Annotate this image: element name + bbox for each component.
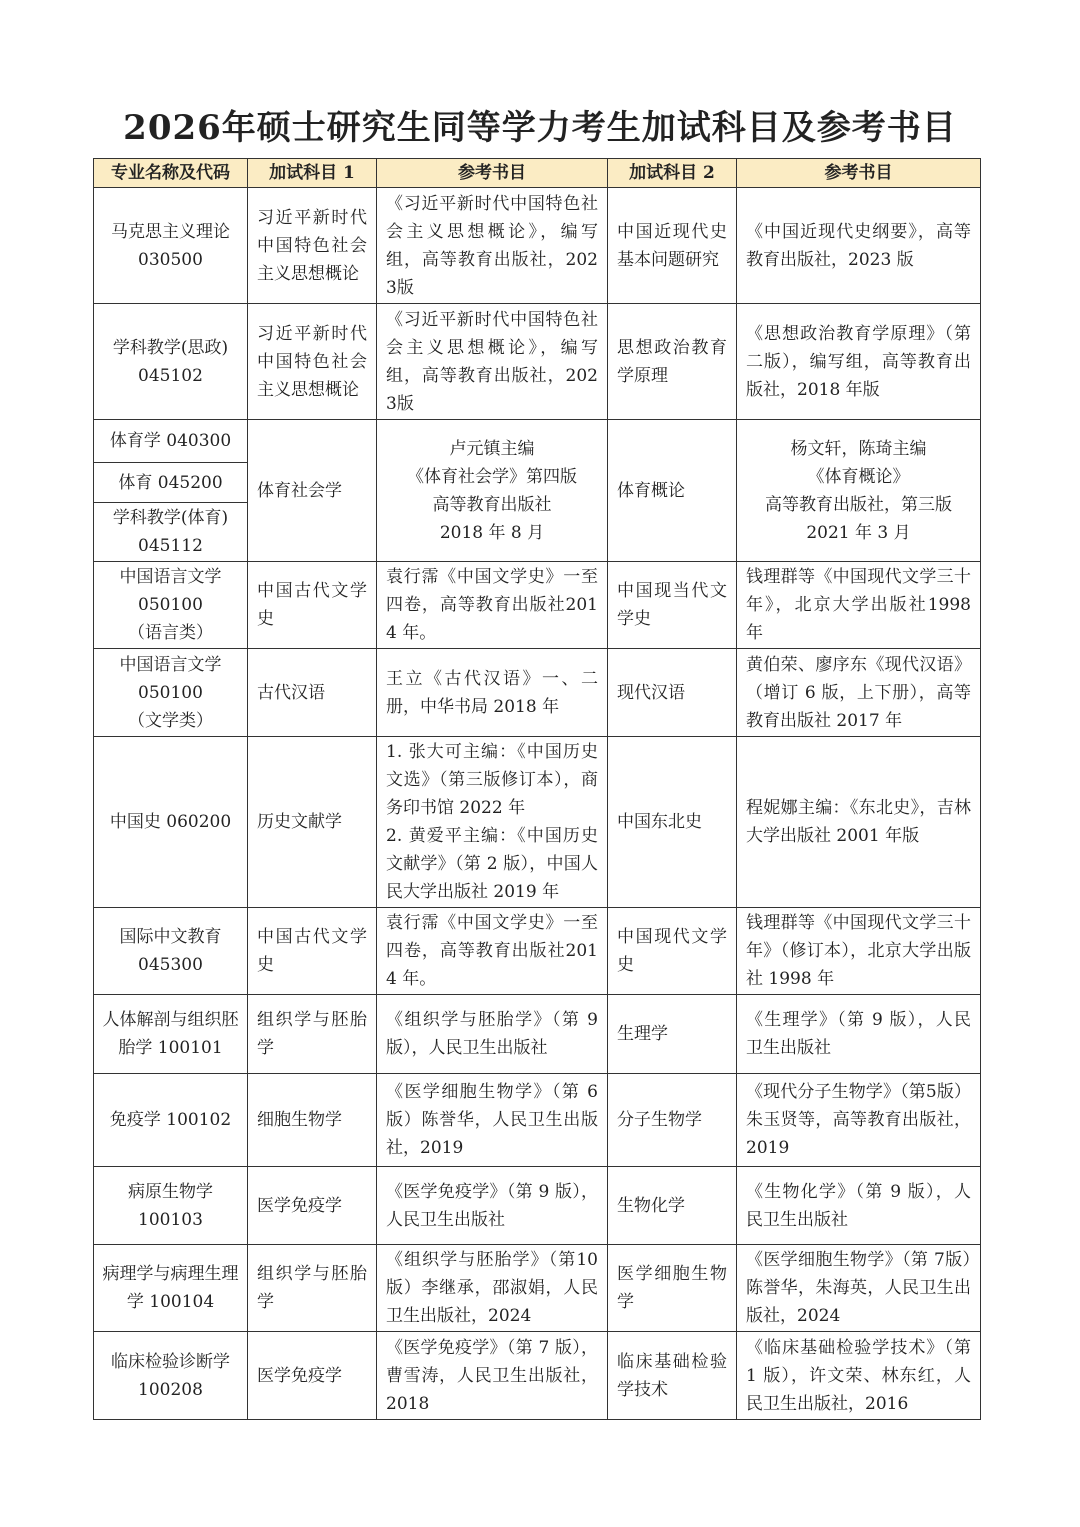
subject-2-cell: 思想政治教育学原理 — [608, 304, 737, 420]
table-row — [94, 1245, 981, 1332]
subject-1-cell: 历史文献学 — [248, 737, 377, 908]
header-subject-1: 加试科目 1 — [248, 159, 377, 188]
subject-1-cell: 中国古代文学史 — [248, 908, 377, 995]
books-1-cell: 卢元镇主编 《体育社会学》第四版 高等教育出版社 2018 年 8 月 — [377, 420, 608, 562]
subject-2-cell: 生物化学 — [608, 1167, 737, 1245]
books-1-cell: 1. 张大可主编：《中国历史文选》（第三版修订本），商务印书馆 2022 年 2. 黄爱平主编：《中国历史文献学》（第 2 版），中国人民大学出版社 2019 年 — [377, 737, 608, 908]
header-books-2: 参考书目 — [737, 159, 981, 188]
books-1-cell: 《医学免疫学》（第 7 版），曹雪涛，人民卫生出版社，2018 — [377, 1332, 608, 1420]
books-1-cell: 袁行霈《中国文学史》一至四卷，高等教育出版社2014 年。 — [377, 908, 608, 995]
books-2-cell: 《生理学》（第 9 版），人民卫生出版社 — [737, 995, 981, 1074]
table-row — [94, 1074, 981, 1167]
subject-1-cell: 细胞生物学 — [248, 1074, 377, 1167]
table-row — [94, 188, 981, 304]
major-cell: 体育 045200 — [94, 463, 248, 503]
subject-1-cell: 医学免疫学 — [248, 1332, 377, 1420]
exam-subjects-table — [93, 158, 981, 1420]
books-1-cell: 袁行霈《中国文学史》一至四卷，高等教育出版社2014 年。 — [377, 562, 608, 649]
books-2-cell: 钱理群等《中国现代文学三十年》，北京大学出版社1998 年 — [737, 562, 981, 649]
subject-2-cell: 生理学 — [608, 995, 737, 1074]
subject-1-cell: 体育社会学 — [248, 420, 377, 562]
header-books-1: 参考书目 — [377, 159, 608, 188]
major-cell: 国际中文教育 045300 — [94, 908, 248, 995]
table-row — [94, 1167, 981, 1245]
books-1-cell: 王立《古代汉语》一、二册，中华书局 2018 年 — [377, 649, 608, 737]
subject-1-cell: 古代汉语 — [248, 649, 377, 737]
subject-1-cell: 习近平新时代中国特色社会主义思想概论 — [248, 188, 377, 304]
subject-2-cell: 体育概论 — [608, 420, 737, 562]
books-2-cell: 《医学细胞生物学》（第 7版）陈誉华，朱海英，人民卫生出版社，2024 — [737, 1245, 981, 1332]
major-cell: 学科教学(思政) 045102 — [94, 304, 248, 420]
subject-2-cell: 现代汉语 — [608, 649, 737, 737]
major-cell: 病理学与病理生理学 100104 — [94, 1245, 248, 1332]
major-cell: 学科教学(体育) 045112 — [94, 503, 248, 562]
major-cell: 中国语言文学 050100 （语言类） — [94, 562, 248, 649]
books-2-cell: 《思想政治教育学原理》（第二版），编写组，高等教育出版社，2018 年版 — [737, 304, 981, 420]
books-2-cell: 程妮娜主编：《东北史》，吉林大学出版社 2001 年版 — [737, 737, 981, 908]
major-cell: 中国史 060200 — [94, 737, 248, 908]
books-2-cell: 杨文轩，陈琦主编 《体育概论》 高等教育出版社，第三版 2021 年 3 月 — [737, 420, 981, 562]
books-1-cell: 《医学免疫学》（第 9 版），人民卫生出版社 — [377, 1167, 608, 1245]
books-2-cell: 《生物化学》（第 9 版），人民卫生出版社 — [737, 1167, 981, 1245]
table-header-row — [94, 159, 981, 188]
header-subject-2: 加试科目 2 — [608, 159, 737, 188]
books-1-cell: 《习近平新时代中国特色社会主义思想概论》，编写组，高等教育出版社，2023版 — [377, 188, 608, 304]
table-row — [94, 562, 981, 649]
subject-2-cell: 医学细胞生物学 — [608, 1245, 737, 1332]
table-row — [94, 304, 981, 420]
subject-1-cell: 组织学与胚胎学 — [248, 1245, 377, 1332]
page-title: 2026年硕士研究生同等学力考生加试科目及参考书目 — [123, 108, 957, 148]
subject-2-cell: 中国近现代史基本问题研究 — [608, 188, 737, 304]
table-row — [94, 1332, 981, 1420]
books-2-cell: 《现代分子生物学》（第5版）朱玉贤等，高等教育出版社，2019 — [737, 1074, 981, 1167]
header-major: 专业名称及代码 — [94, 159, 248, 188]
major-cell: 体育学 040300 — [94, 420, 248, 463]
table-row — [94, 737, 981, 908]
subject-1-cell: 医学免疫学 — [248, 1167, 377, 1245]
major-cell: 病原生物学 100103 — [94, 1167, 248, 1245]
table-row — [94, 995, 981, 1074]
subject-2-cell: 临床基础检验学技术 — [608, 1332, 737, 1420]
subject-1-cell: 习近平新时代中国特色社会主义思想概论 — [248, 304, 377, 420]
subject-2-cell: 分子生物学 — [608, 1074, 737, 1167]
subject-1-cell: 中国古代文学史 — [248, 562, 377, 649]
major-cell: 马克思主义理论 030500 — [94, 188, 248, 304]
table-row — [94, 908, 981, 995]
books-1-cell: 《组织学与胚胎学》（第10 版）李继承，邵淑娟，人民卫生出版社，2024 — [377, 1245, 608, 1332]
major-cell: 中国语言文学 050100 （文学类） — [94, 649, 248, 737]
major-cell: 人体解剖与组织胚胎学 100101 — [94, 995, 248, 1074]
major-cell: 免疫学 100102 — [94, 1074, 248, 1167]
subject-2-cell: 中国现代文学史 — [608, 908, 737, 995]
books-2-cell: 《临床基础检验学技术》（第 1 版），许文荣、林东红，人民卫生出版社，2016 — [737, 1332, 981, 1420]
major-cell: 临床检验诊断学 100208 — [94, 1332, 248, 1420]
table-row — [94, 649, 981, 737]
books-2-cell: 黄伯荣、廖序东《现代汉语》（增订 6 版，上下册），高等教育出版社 2017 年 — [737, 649, 981, 737]
books-2-cell: 《中国近现代史纲要》，高等教育出版社，2023 版 — [737, 188, 981, 304]
books-1-cell: 《组织学与胚胎学》（第 9版），人民卫生出版社 — [377, 995, 608, 1074]
subject-1-cell: 组织学与胚胎学 — [248, 995, 377, 1074]
books-2-cell: 钱理群等《中国现代文学三十年》（修订本），北京大学出版社 1998 年 — [737, 908, 981, 995]
books-1-cell: 《习近平新时代中国特色社会主义思想概论》，编写组，高等教育出版社，2023版 — [377, 304, 608, 420]
subject-2-cell: 中国现当代文学史 — [608, 562, 737, 649]
table-row — [94, 420, 981, 463]
subject-2-cell: 中国东北史 — [608, 737, 737, 908]
books-1-cell: 《医学细胞生物学》（第 6版）陈誉华，人民卫生出版社，2019 — [377, 1074, 608, 1167]
